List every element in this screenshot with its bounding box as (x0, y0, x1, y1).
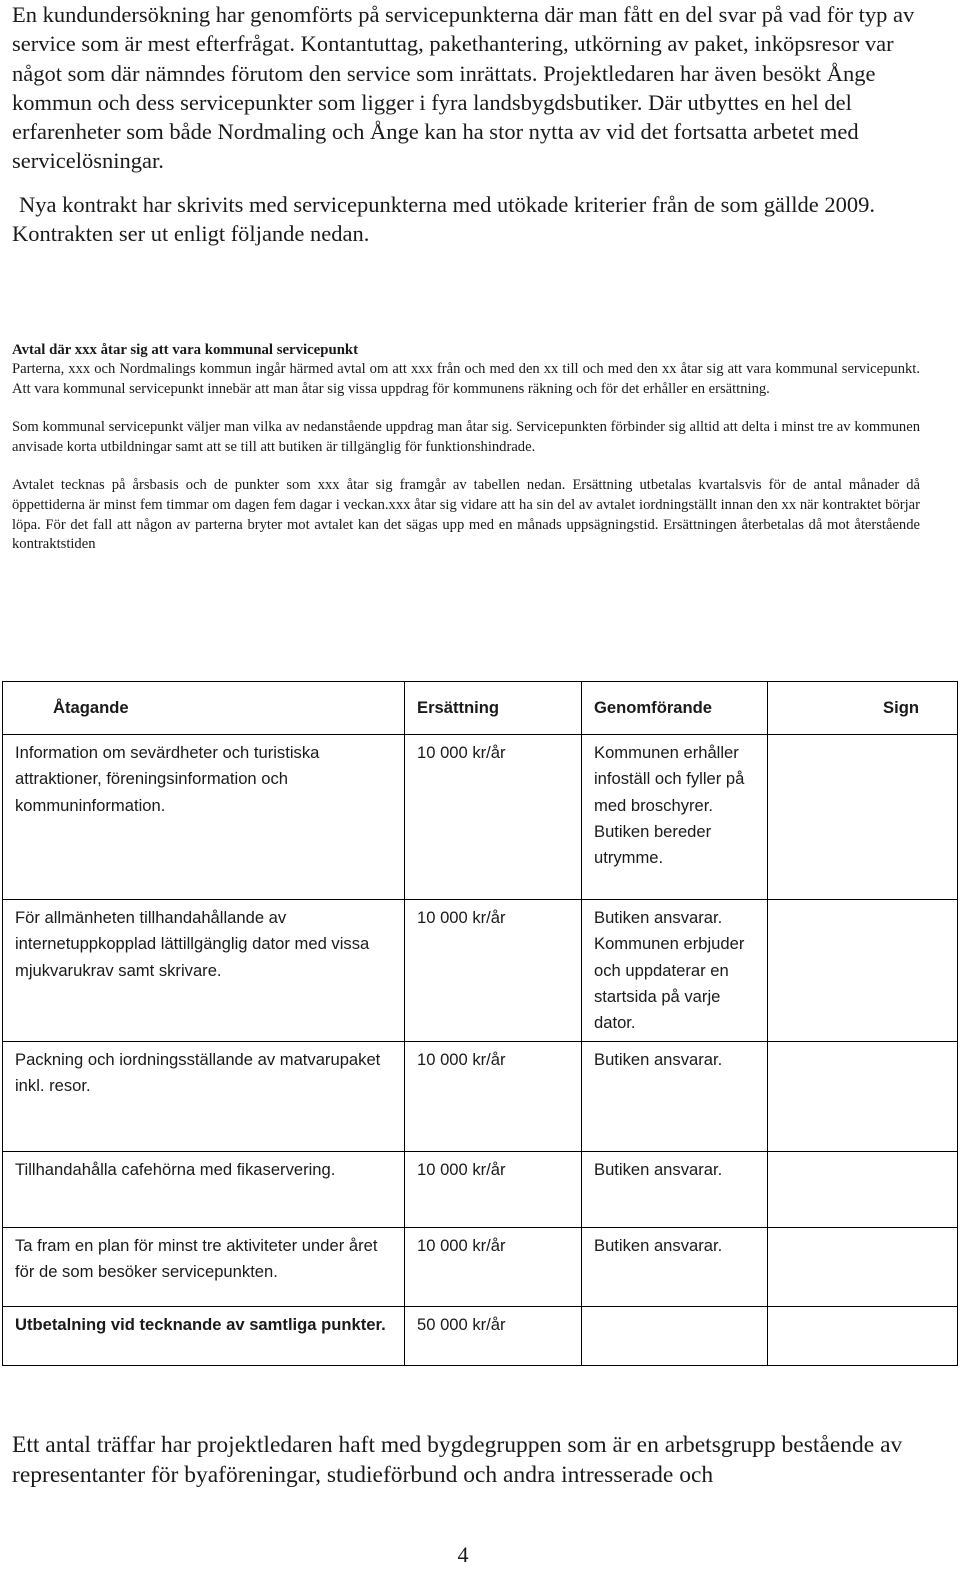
table-row (3, 900, 958, 1042)
closing-paragraph: Ett antal träffar har projektledaren haft med bygdegruppen som är en arbetsgrupp bestående av representanter för byaföreningar, studieförbund och andra intresserade och (12, 1432, 903, 1488)
cell-pay: 10 000 kr/år (405, 1152, 582, 1228)
table-row (3, 1042, 958, 1152)
cell-pay: 10 000 kr/år (405, 1042, 582, 1152)
agreement-section (12, 340, 920, 555)
header-sign: Sign (768, 682, 958, 735)
intro-text (12, 0, 932, 248)
cell-pay: 10 000 kr/år (405, 735, 582, 900)
agreement-paragraph-3: Avtalet tecknas på årsbasis och de punkter som xxx åtar sig framgår av tabellen nedan. Ersättning utbetalas kvartalsvis för de antal månader då öppettiderna är minst fem timmar om dagen fem dagar i veckan.xxx åtar sig vidare att ha sin del av avtalet iordningställt innan den xx när kontraktet börjar löpa. För det fall att någon av parterna bryter mot avtalet kan det sägas upp med en månads uppsägningstid. Ersättningen återbetalas då mot återstående kontraktstiden (12, 477, 920, 553)
cell-sign (768, 1228, 958, 1307)
header-genomforande: Genomförande (582, 682, 768, 735)
cell-impl (582, 1307, 768, 1366)
cell-task: Tillhandahålla cafehörna med fikaservering. (3, 1152, 405, 1228)
intro-paragraph-2: Nya kontrakt har skrivits med servicepunkterna med utökade kriterier från de som gällde 2009. Kontrakten ser ut enligt följande nedan. (12, 191, 875, 247)
cell-sign (768, 1042, 958, 1152)
cell-task: Packning och iordningsställande av matvarupaket inkl. resor. (3, 1042, 405, 1152)
cell-impl: Kommunen erhåller infoställ och fyller på med broschyrer. Butiken bereder utrymme. (582, 735, 768, 900)
table-row (3, 1152, 958, 1228)
header-ersattning: Ersättning (405, 682, 582, 735)
table-row (3, 1307, 958, 1366)
cell-impl: Butiken ansvarar. (582, 1042, 768, 1152)
agreement-paragraph-1: Parterna, xxx och Nordmalings kommun ingår härmed avtal om att xxx från och med den xx till och med den xx åtar sig att vara kommunal servicepunkt. Att vara kommunal servicepunkt innebär att man åtar sig vissa uppdrag för kommunens räkning och för det erhåller en ersättning. (12, 361, 920, 397)
agreement-heading: Avtal där xxx åtar sig att vara kommunal servicepunkt (12, 342, 359, 358)
cell-sign (768, 900, 958, 1042)
table-row (3, 1228, 958, 1307)
page-number: 4 (457, 1542, 469, 1567)
agreement-paragraph-2: Som kommunal servicepunkt väljer man vilka av nedanstående uppdrag man åtar sig. Servicepunkten förbinder sig alltid att delta i minst tre av kommunen anvisade korta utbildningar samt att se till att butiken är tillgänglig för funktionshindrade. (12, 419, 920, 455)
cell-pay: 10 000 kr/år (405, 1228, 582, 1307)
cell-sign (768, 1307, 958, 1366)
cell-sign (768, 735, 958, 900)
cell-task: För allmänheten tillhandahållande av internetuppkopplad lättillgänglig dator med vissa mjukvarukrav samt skrivare. (3, 900, 405, 1042)
cell-task: Ta fram en plan för minst tre aktiviteter under året för de som besöker servicepunkten. (3, 1228, 405, 1307)
header-atagande: Åtagande (3, 682, 405, 735)
table-header-row (3, 682, 958, 735)
cell-impl: Butiken ansvarar. (582, 1228, 768, 1307)
cell-pay: 10 000 kr/år (405, 900, 582, 1042)
cell-sign (768, 1152, 958, 1228)
table-row (3, 735, 958, 900)
cell-pay: 50 000 kr/år (405, 1307, 582, 1366)
contract-table (2, 681, 958, 1366)
cell-task: Utbetalning vid tecknande av samtliga punkter. (3, 1307, 405, 1366)
cell-task: Information om sevärdheter och turistiska attraktioner, föreningsinformation och kommuninformation. (3, 735, 405, 900)
intro-paragraph-1: En kundundersökning har genomförts på servicepunkterna där man fått en del svar på vad för typ av service som är mest efterfrågat. Kontantuttag, pakethantering, utkörning av paket, inköpsresor var något som där nämndes förutom den service som inrättats. Projektledaren har även besökt Ånge kommun och dess servicepunkter som ligger i fyra landsbygdsbutiker. Där utbyttes en hel del erfarenheter som både Nordmaling och Ånge kan ha stor nytta av vid det fortsatta arbetet med servicelösningar. (12, 2, 915, 174)
cell-impl: Butiken ansvarar. (582, 1152, 768, 1228)
cell-impl: Butiken ansvarar. Kommunen erbjuder och uppdaterar en startsida på varje dator. (582, 900, 768, 1042)
